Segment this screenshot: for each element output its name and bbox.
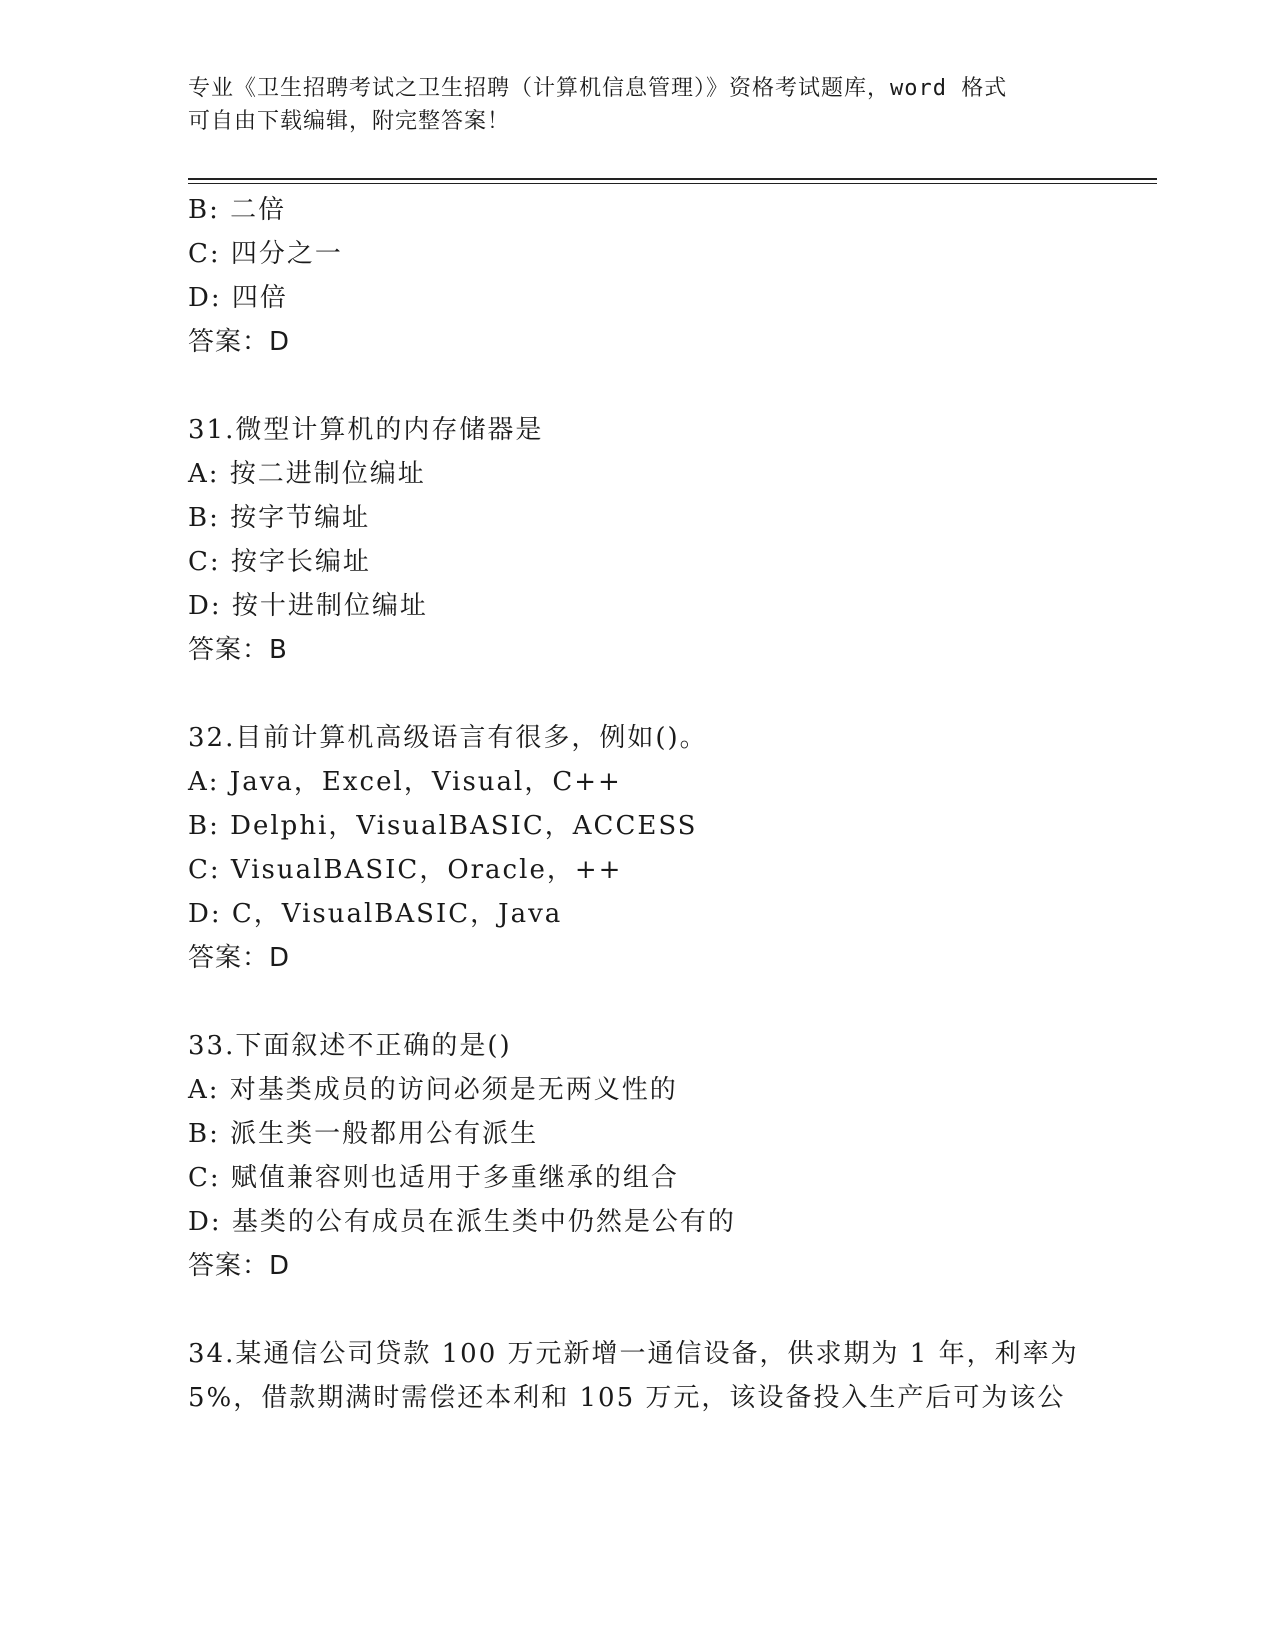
header-line-1: 专业《卫生招聘考试之卫生招聘（计算机信息管理）》资格考试题库，word 格式: [188, 76, 1008, 101]
q33-stem: 33.下面叙述不正确的是(): [188, 1031, 512, 1061]
q30-option-d: D: 四倍: [188, 283, 288, 313]
q30-option-b: B: 二倍: [188, 195, 287, 225]
q32-option-c: C: VisualBASIC，Oracle，++: [188, 855, 623, 885]
q31-option-a: A: 按二进制位编址: [188, 459, 426, 489]
q31-option-b: B: 按字节编址: [188, 503, 371, 533]
q33-option-c: C: 赋值兼容则也适用于多重继承的组合: [188, 1163, 679, 1193]
q30-option-c: C: 四分之一: [188, 239, 343, 269]
q33-answer: 答案：D: [188, 1251, 291, 1281]
document-header: [188, 72, 1088, 138]
q32-answer: 答案：D: [188, 943, 291, 973]
q30-answer: 答案：D: [188, 327, 291, 357]
q33-option-a: A: 对基类成员的访问必须是无两义性的: [188, 1075, 678, 1105]
q31-option-d: D: 按十进制位编址: [188, 591, 428, 621]
q32-option-d: D: C，VisualBASIC，Java: [188, 899, 563, 929]
q33-option-d: D: 基类的公有成员在派生类中仍然是公有的: [188, 1207, 736, 1237]
q31-stem: 31.微型计算机的内存储器是: [188, 415, 544, 445]
q32-option-a: A: Java，Excel，Visual，C++: [188, 767, 622, 797]
q31-option-c: C: 按字长编址: [188, 547, 371, 577]
q32-stem: 32.目前计算机高级语言有很多，例如()。: [188, 723, 708, 753]
q31-answer: 答案：B: [188, 635, 288, 665]
header-divider-thick: [188, 178, 1157, 180]
q33-option-b: B: 派生类一般都用公有派生: [188, 1119, 539, 1149]
header-line-2: 可自由下载编辑，附完整答案！: [188, 109, 511, 134]
header-divider-thin: [188, 183, 1157, 184]
q34-stem-line-2: 5%，借款期满时需偿还本利和 105 万元，该设备投入生产后可为该公: [188, 1383, 1066, 1413]
q32-option-b: B: Delphi，VisualBASIC，ACCESS: [188, 811, 698, 841]
q34-stem-line-1: 34.某通信公司贷款 100 万元新增一通信设备，供求期为 1 年，利率为: [188, 1339, 1079, 1369]
